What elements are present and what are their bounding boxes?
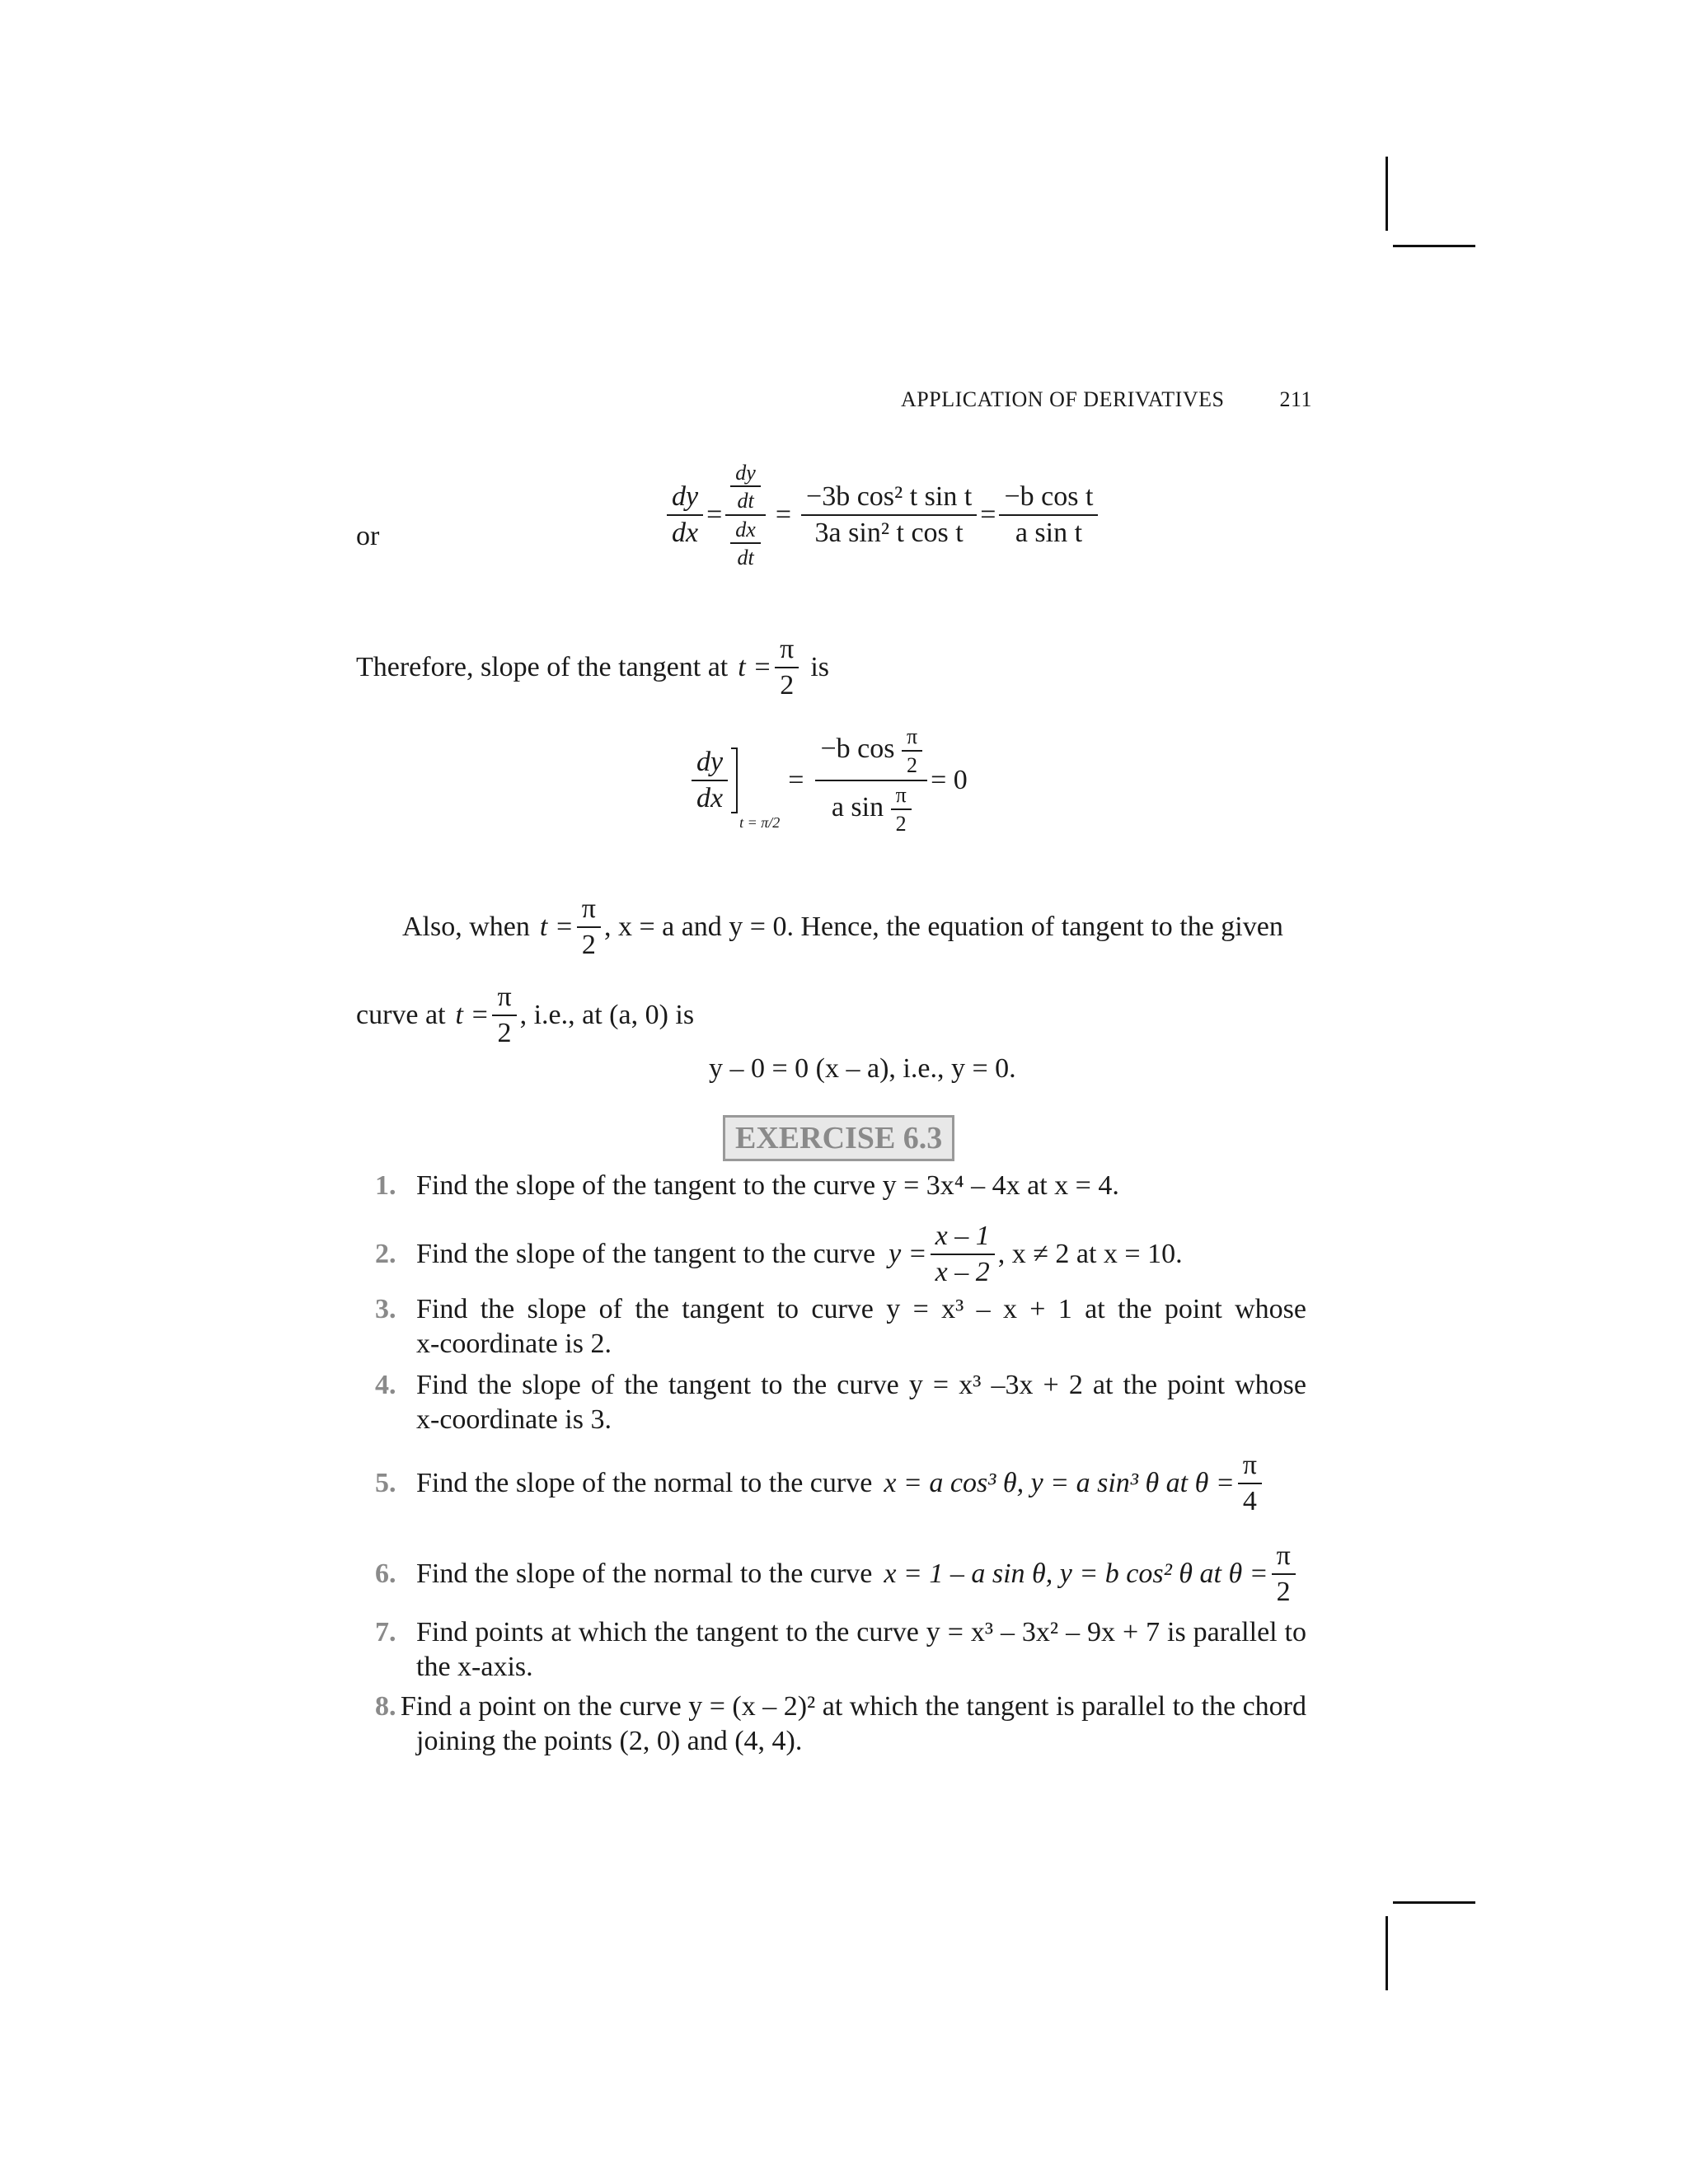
- tangent-equation: y – 0 = 0 (x – a), i.e., y = 0.: [709, 1053, 1016, 1084]
- dy-dx-fraction: $\frac{dy}{dx}$: [692, 748, 728, 813]
- chapter-title: APPLICATION OF DERIVATIVES: [901, 387, 1225, 411]
- evaluated-fraction: −b cos $\frac{\pi}{2}$ a sin $\frac{\pi}{2}$: [815, 725, 927, 835]
- slope-statement: Therefore, slope of the tangent at t = $\frac{\pi}{2}$ is: [356, 634, 829, 701]
- trig-fraction-2: $\frac{\text{−b cos t}}{\text{a sin t}}$: [999, 482, 1098, 547]
- question-6: 6. Find the slope of the normal to the curve x = 1 – a sin θ, y = b cos² θ at θ = $\frac{\pi}{2}$: [375, 1541, 1306, 1606]
- pi-over-2: $\frac{\pi}{2}$: [775, 635, 799, 700]
- or-label: or: [356, 521, 380, 551]
- question-4: 4. Find the slope of the tangent to the curve y = x³ –3x + 2 at the point whose x-coordinate is 3.: [375, 1370, 1306, 1435]
- crop-mark-top-vertical: [1386, 157, 1388, 231]
- question-8: 8. Find a point on the curve y = (x – 2)² at which the tangent is parallel to the chord joining the points (2, 0) and (4, 4).: [375, 1691, 1306, 1756]
- slope-evaluation: $\frac{dy}{dx}$ t = π/2 = −b cos $\frac{\pi}{2}$ a sin $\frac{\pi}{2}$ = 0: [688, 725, 968, 835]
- question-5: 5. Find the slope of the normal to the curve x = a cos³ θ, y = a sin³ θ at θ = $\frac{\pi}{4}$: [375, 1451, 1306, 1516]
- curve-statement: curve at t = $\frac{\pi}{2}$ , i.e., at (a, 0) is: [356, 982, 695, 1048]
- evaluation-subscript: t = π/2: [739, 814, 781, 832]
- question-7: 7. Find points at which the tangent to the curve y = x³ – 3x² – 9x + 7 is parallel to the x-axis.: [375, 1617, 1306, 1682]
- derivative-equation: $\frac{dy}{dx}$ = $\frac{\frac{dy}{dt}}{\frac{dx}{dt}}$ = $\frac{\text{−3b cos² t sin t}}{\text{3a sin² t cos t}}$ = $\frac{\text{−b cos t}}{\text{a sin t}}$: [663, 462, 1101, 569]
- question-2: 2. Find the slope of the tangent to the curve y = $\frac{x - 1}{x - 2}$ , x ≠ 2 at x = 10.: [375, 1221, 1183, 1287]
- question-1: 1. Find the slope of the tangent to the curve y = 3x⁴ – 4x at x = 4.: [375, 1170, 1119, 1201]
- also-statement: Also, when t = $\frac{\pi}{2}$ , x = a and y = 0. Hence, the equation of tangent to the given: [402, 893, 1283, 960]
- evaluation-bracket: [731, 748, 738, 813]
- running-header: [901, 387, 1312, 412]
- dy-dx-fraction: $\frac{dy}{dx}$: [667, 482, 703, 547]
- exercise-heading: EXERCISE 6.3: [723, 1115, 954, 1161]
- crop-mark-top-horizontal: [1393, 245, 1475, 247]
- page-number: 211: [1279, 387, 1312, 411]
- nested-parametric-fraction: $\frac{\frac{dy}{dt}}{\frac{dx}{dt}}$: [725, 462, 766, 569]
- question-3: 3. Find the slope of the tangent to curve y = x³ – x + 1 at the point whose x-coordinate is 2.: [375, 1294, 1306, 1359]
- q2-fraction: $\frac{x - 1}{x - 2}$: [931, 1221, 995, 1286]
- crop-mark-bottom-vertical: [1386, 1916, 1388, 1990]
- trig-fraction-1: $\frac{\text{−3b cos² t sin t}}{\text{3a sin² t cos t}}$: [801, 482, 977, 547]
- crop-mark-bottom-horizontal: [1393, 1901, 1475, 1904]
